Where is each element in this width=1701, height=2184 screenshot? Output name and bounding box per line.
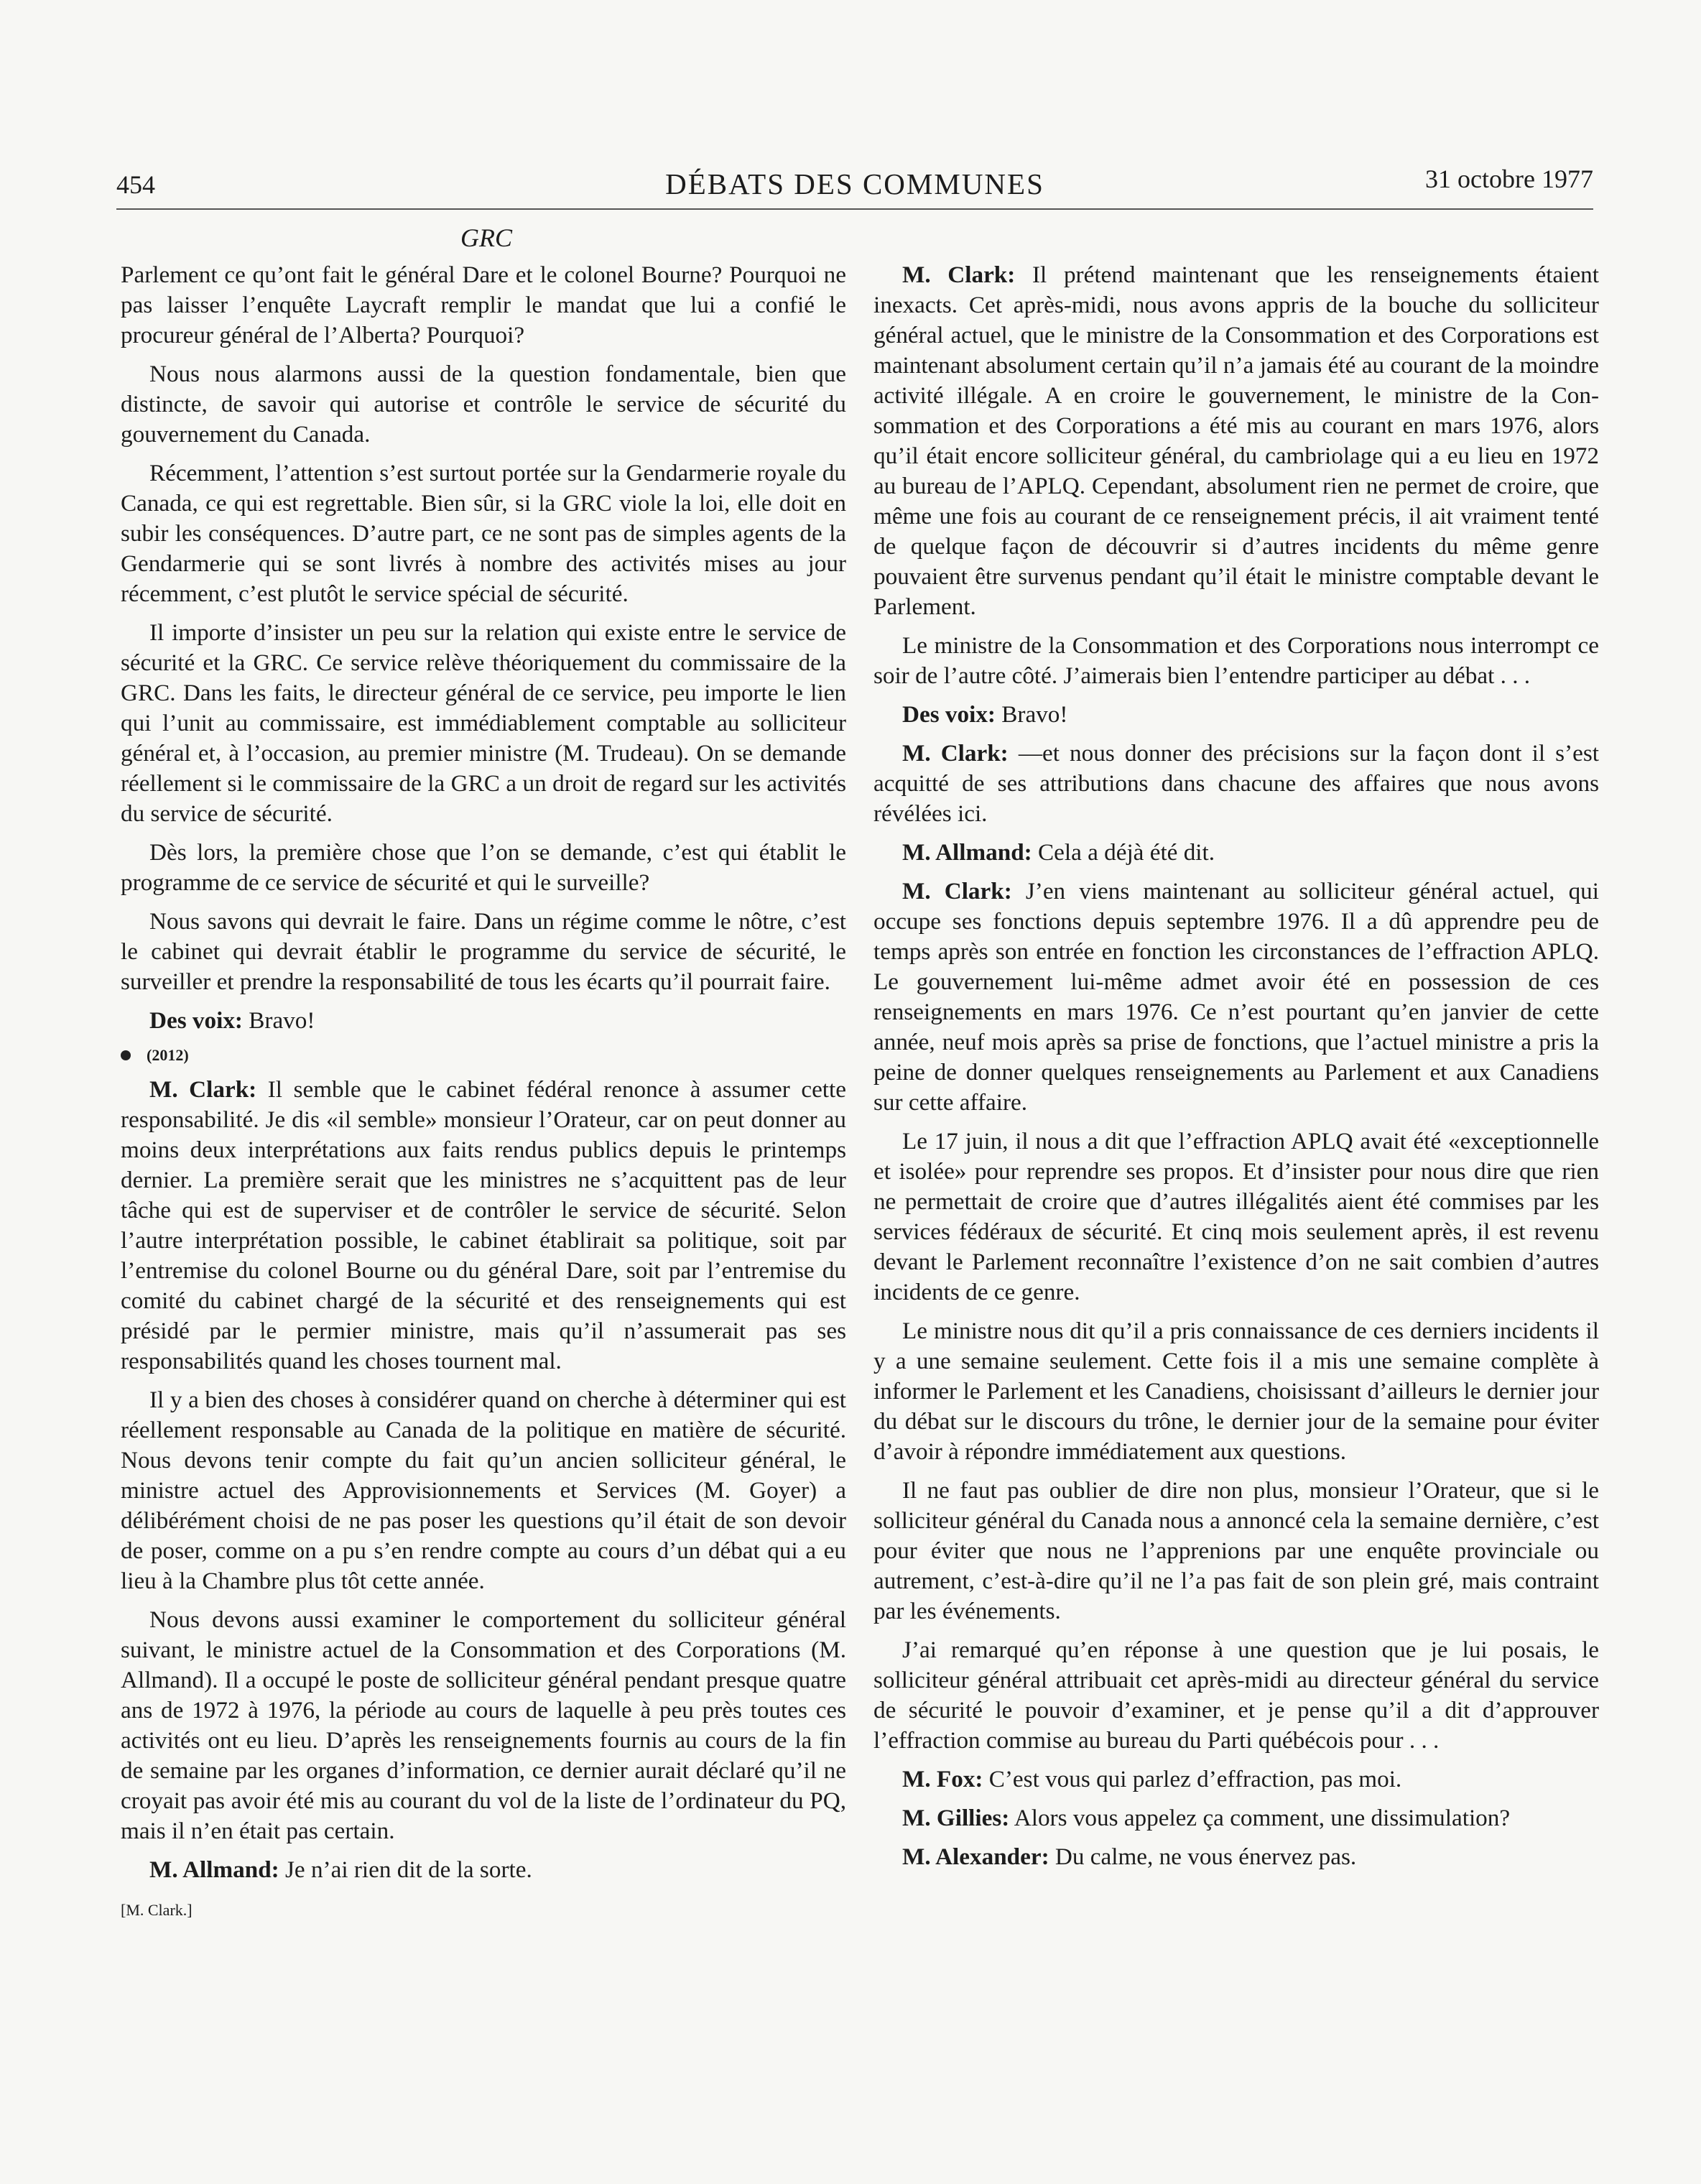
speech-paragraph	[873, 1842, 1599, 1872]
publication-date: 31 octobre 1977	[1425, 165, 1593, 193]
paragraph: Nous nous alarmons aussi de la question fondamentale, bien que distincte, de savoir qui autorise et contrôle le service de sécurité du gouvernement du Canada.	[121, 361, 846, 448]
speaker-name: M. Fox:	[902, 1766, 983, 1792]
time-marker	[121, 1045, 846, 1066]
speech-paragraph	[873, 739, 1599, 829]
speech-paragraph	[873, 876, 1599, 1118]
speaker-name: M. Allmand:	[149, 1856, 279, 1883]
speech-text: Je n’ai rien dit de la sorte.	[279, 1856, 532, 1883]
paragraph: Il y a bien des choses à considérer quand on cherche à déterminer qui est réellement responsable au Canada de la politique en matière de sécurité. Nous devons tenir compte du fait qu’un ancien solliciteur général, le ministre actuel des Approvisionnements et Services (M. Goyer) a délibérément choisi de ne pas poser les questions qu’il était de son devoir de poser, comme on a pu s’en rendre compte au cours d’un débat qui a eu lieu à la Chambre plus tôt cette année.	[121, 1387, 846, 1594]
speaker-name: M. Gillies:	[902, 1805, 1010, 1831]
speech-text: Alors vous appelez ça comment, une dissimulation?	[1009, 1805, 1511, 1831]
page-number: 454	[116, 170, 155, 199]
right-column	[873, 260, 1599, 1881]
paragraph: Le 17 juin, il nous a dit que l’effraction APLQ avait été «exceptionnelle et isolée» pour reprendre ses propos. Et d’insister pour nous dire que rien ne permettait de croire que d’autres illégalités aient été commises par les services fédéraux de sécurité. Et cinq mois seulement après, il est revenu devant le Parlement reconnaître l’existence d’on ne sait combien d’autres incidents de ce genre.	[873, 1128, 1599, 1305]
speaker-reference: [M. Clark.]	[121, 1901, 193, 1919]
paragraph: Le ministre de la Consommation et des Corporations nous interrompt ce soir de l’autre côté. J’aimerais bien l’entendre participer au débat . . .	[873, 632, 1599, 689]
paragraph: Nous devons aussi examiner le comportement du solliciteur général suivant, le ministre actuel de la Consommation et des Corporations (M. Allmand). Il a occupé le poste de solliciteur général pendant presque quatre ans de 1972 à 1976, la période au cours de laquelle à peu près toutes ces activités ont eu lieu. D’après les renseignements fournis au cours de la fin de semaine par les organes d’information, ce dernier aurait déclaré qu’il ne croyait pas avoir été mis au courant du vol de la liste de l’ordinateur du PQ, mais il n’en était pas certain.	[121, 1606, 846, 1844]
paragraph: Le ministre nous dit qu’il a pris connaissance de ces derniers incidents il y a une semaine seulement. Cette fois il a mis une semaine complète à informer le Parlement et les Canadiens, choisissant d’ailleurs le dernier jour du débat sur le discours du trône, le dernier jour de la semaine pour éviter d’avoir à répondre immédiatement aux questions.	[873, 1318, 1599, 1465]
speech-paragraph	[873, 1803, 1599, 1833]
speech-text: Bravo!	[242, 1007, 315, 1034]
speech-text: —et nous donner des précisions sur la façon dont il s’est acquitté de ses attributions dans chacune des affaires que nous avons révélées ici.	[873, 740, 1599, 827]
speaker-name: Des voix:	[149, 1007, 243, 1034]
speaker-name: M. Clark:	[149, 1076, 257, 1103]
paragraph: Récemment, l’attention s’est surtout portée sur la Gendarmerie royale du Canada, ce qui est regrettable. Bien sûr, si la GRC viole la loi, elle doit en subir les conséquences. D’autre part, ce ne sont pas de simples agents de la Gendarmerie qui se sont livrés à nombre des activités mises au jour récemment, c’est plutôt le service spécial de sécurité.	[121, 460, 846, 607]
speech-text: C’est vous qui parlez d’effraction, pas moi.	[983, 1766, 1402, 1792]
speech-paragraph	[121, 1006, 846, 1036]
speaker-name: M. Alexander:	[902, 1843, 1049, 1870]
section-title: GRC	[460, 223, 512, 252]
speech-paragraph	[873, 260, 1599, 622]
speaker-name: M. Clark:	[902, 740, 1009, 767]
publication-title: DÉBATS DES COMMUNES	[665, 167, 1044, 200]
speech-text: Du calme, ne vous énervez pas.	[1049, 1843, 1357, 1870]
speech-paragraph	[873, 838, 1599, 868]
page-header	[116, 164, 1593, 210]
speech-paragraph	[121, 1075, 846, 1376]
speech-paragraph	[873, 1764, 1599, 1795]
left-column	[121, 260, 846, 1921]
paragraph: Dès lors, la première chose que l’on se demande, c’est qui établit le programme de ce service de sécurité et qui le surveille?	[121, 839, 846, 896]
speech-text: Cela a déjà été dit.	[1032, 839, 1215, 866]
paragraph: Il ne faut pas oublier de dire non plus, monsieur l’Orateur, que si le solliciteur général du Canada nous a annoncé cela la semaine dernière, c’est pour éviter que nous ne l’apprenions par une enquête provinciale ou autrement, c’est-à-dire qu’il ne l’a pas fait de son plein gré, mais contraint par les événements.	[873, 1477, 1599, 1624]
paragraph: Nous savons qui devrait le faire. Dans un régime comme le nôtre, c’est le cabinet qui devrait établir le programme du service de sécurité, le surveiller et prendre la responsabilité de tous les écarts qu’il pourrait faire.	[121, 908, 846, 995]
paragraph: Parlement ce qu’ont fait le général Dare et le colonel Bourne? Pourquoi ne pas laisser l’enquête Laycraft remplir le mandat que lui a confié le procureur général de l’Alberta? Pourquoi?	[121, 262, 846, 348]
speaker-name: M. Allmand:	[902, 839, 1032, 866]
paragraph: J’ai remarqué qu’en réponse à une question que je lui posais, le solliciteur général attribuait cet après-midi au directeur général du service de sécurité le pouvoir d’examiner, et je pense qu’il a dit d’approuver l’effraction commise au bureau du Parti québécois pour . . .	[873, 1637, 1599, 1754]
bullet-icon	[121, 1050, 131, 1060]
speech-paragraph	[873, 700, 1599, 730]
speech-paragraph	[121, 1855, 846, 1885]
speech-text: Il prétend maintenant que les renseignements étaient inexacts. Cet après-midi, nous avons appris de la bouche du solliciteur général actuel, que le ministre de la Consommation et des Corporations est maintenant absolument certain qu’il n’a jamais été au courant de la moindre activité illégale. A en croire le gouvernement, le ministre de la Consommation et des Corporations a été mis au courant en mars 1976, alors qu’il était encore solliciteur général, du cambriolage qui a eu lieu en 1972 au bureau de l’APLQ. Cependant, absolument rien ne permet de croire, que même une fois au courant de ce renseignement précis, il ait vraiment tenté de quelque façon de découvrir si d’autres incidents du même genre pouvaient être survenus pendant qu’il était le ministre comptable devant le Parlement.	[873, 262, 1599, 620]
speech-text: Il semble que le cabinet fédéral renonce à assumer cette responsabilité. Je dis «il semble» monsieur l’Orateur, car on peut donner au moins deux interprétations aux faits rendus publics depuis le printemps dernier. La première serait que les ministres ne s’acquittent pas de leur tâche qui est de superviser et de contrôler le service de sécurité. Selon l’autre interprétation possible, le cabinet établirait sa politique, soit par l’entremise du colonel Bourne ou du général Dare, soit par l’entremise du comité du cabinet chargé de la sécurité et des renseignements qui est présidé par le permier ministre, mais qu’il n’assumerait pas ses responsabilités quand les choses tournent mal.	[121, 1076, 846, 1374]
paragraph: Il importe d’insister un peu sur la relation qui existe entre le service de sécurité et la GRC. Ce service relève théoriquement du commissaire de la GRC. Dans les faits, le directeur général de ce service, peu importe le lien qui l’unit au commissaire, est immédiablement comptable au solliciteur général et, à l’occasion, au premier ministre (M. Trudeau). On se demande réellement si le commissaire de la GRC a un droit de regard sur les activités du service de sécurité.	[121, 619, 846, 827]
speech-text: Bravo!	[995, 701, 1068, 728]
time-marker-label: (2012)	[147, 1046, 189, 1064]
speaker-name: M. Clark:	[902, 878, 1012, 904]
speaker-name: Des voix:	[902, 701, 996, 728]
speaker-name: M. Clark:	[902, 262, 1016, 288]
speech-text: J’en viens maintenant au solliciteur général actuel, qui occupe ses fonctions depuis septembre 1976. Il a dû apprendre peu de temps après son entrée en fonction les circonstances de l’effraction APLQ. Le gouvernement lui-même admet avoir été en possession de ces renseignements en mars 1976. Ce n’est pourtant qu’en janvier de cette année, neuf mois après sa prise de fonctions, que l’actuel ministre a pris la peine de donner quelques renseignements au Parlement et aux Canadiens sur cette affaire.	[873, 878, 1599, 1116]
